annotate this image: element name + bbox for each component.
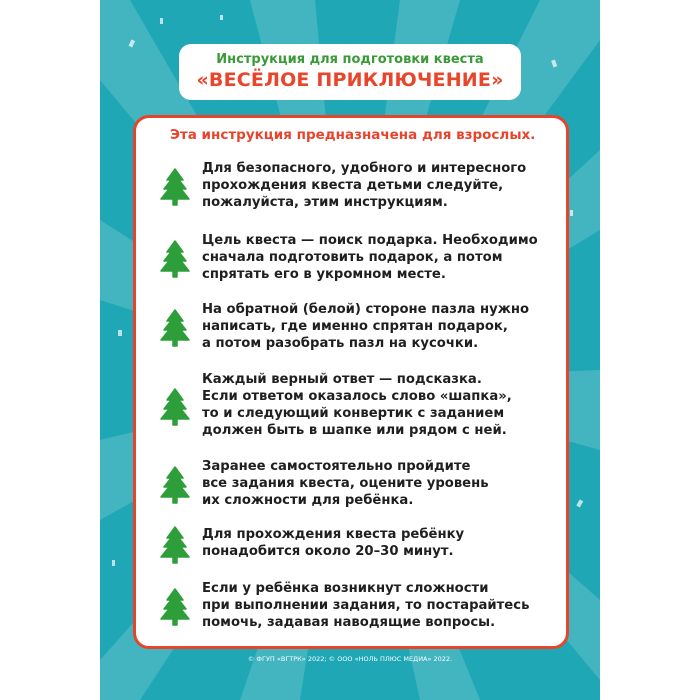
christmas-tree-icon — [160, 526, 190, 564]
christmas-tree-icon — [160, 466, 190, 504]
subtitle: Инструкция для подготовки квеста — [216, 52, 484, 67]
title-banner — [179, 44, 521, 100]
christmas-tree-icon — [160, 168, 190, 206]
adults-note: Эта инструкция предназначена для взрослых. — [170, 127, 536, 143]
item-text: На обратной (белой) стороне пазла нужно написать, где именно спрятан подарок, а потом разобрать пазл на кусочки. — [202, 302, 530, 351]
item-text: Заранее самостоятельно пройдите все задания квеста, оцените уровень их сложности для ребёнка. — [202, 459, 489, 508]
copyright-footer: © ФГУП «ВГТРК» 2022; © ООО «НОЛЬ ПЛЮС МЕДИА» 2022. — [247, 655, 453, 663]
christmas-tree-icon — [160, 240, 190, 278]
christmas-tree-icon — [160, 388, 190, 426]
item-text: Для безопасного, удобного и интересного прохождения квеста детьми следуйте, пожалуйста, этим инструкциям. — [202, 161, 527, 210]
item-text: Цель квеста — поиск подарка. Необходимо сначала подготовить подарок, а потом спрятать его в укромном месте. — [202, 233, 538, 282]
christmas-tree-icon — [160, 309, 190, 347]
christmas-tree-icon — [160, 588, 190, 626]
instruction-card — [133, 115, 569, 649]
instruction-page — [100, 0, 600, 700]
item-text: Каждый верный ответ — подсказка. Если ответом оказалось слово «шапка», то и следующий конвертик с заданием должен быть в шапке или рядом с ней. — [202, 372, 512, 438]
quest-title: «ВЕСЁЛОЕ ПРИКЛЮЧЕНИЕ» — [196, 69, 504, 91]
item-text: Для прохождения квеста ребёнку понадобится около 20–30 минут. — [202, 527, 465, 559]
item-text: Если у ребёнка возникнут сложности при выполнении задания, то постарайтесь помочь, задавая наводящие вопросы. — [202, 581, 530, 630]
